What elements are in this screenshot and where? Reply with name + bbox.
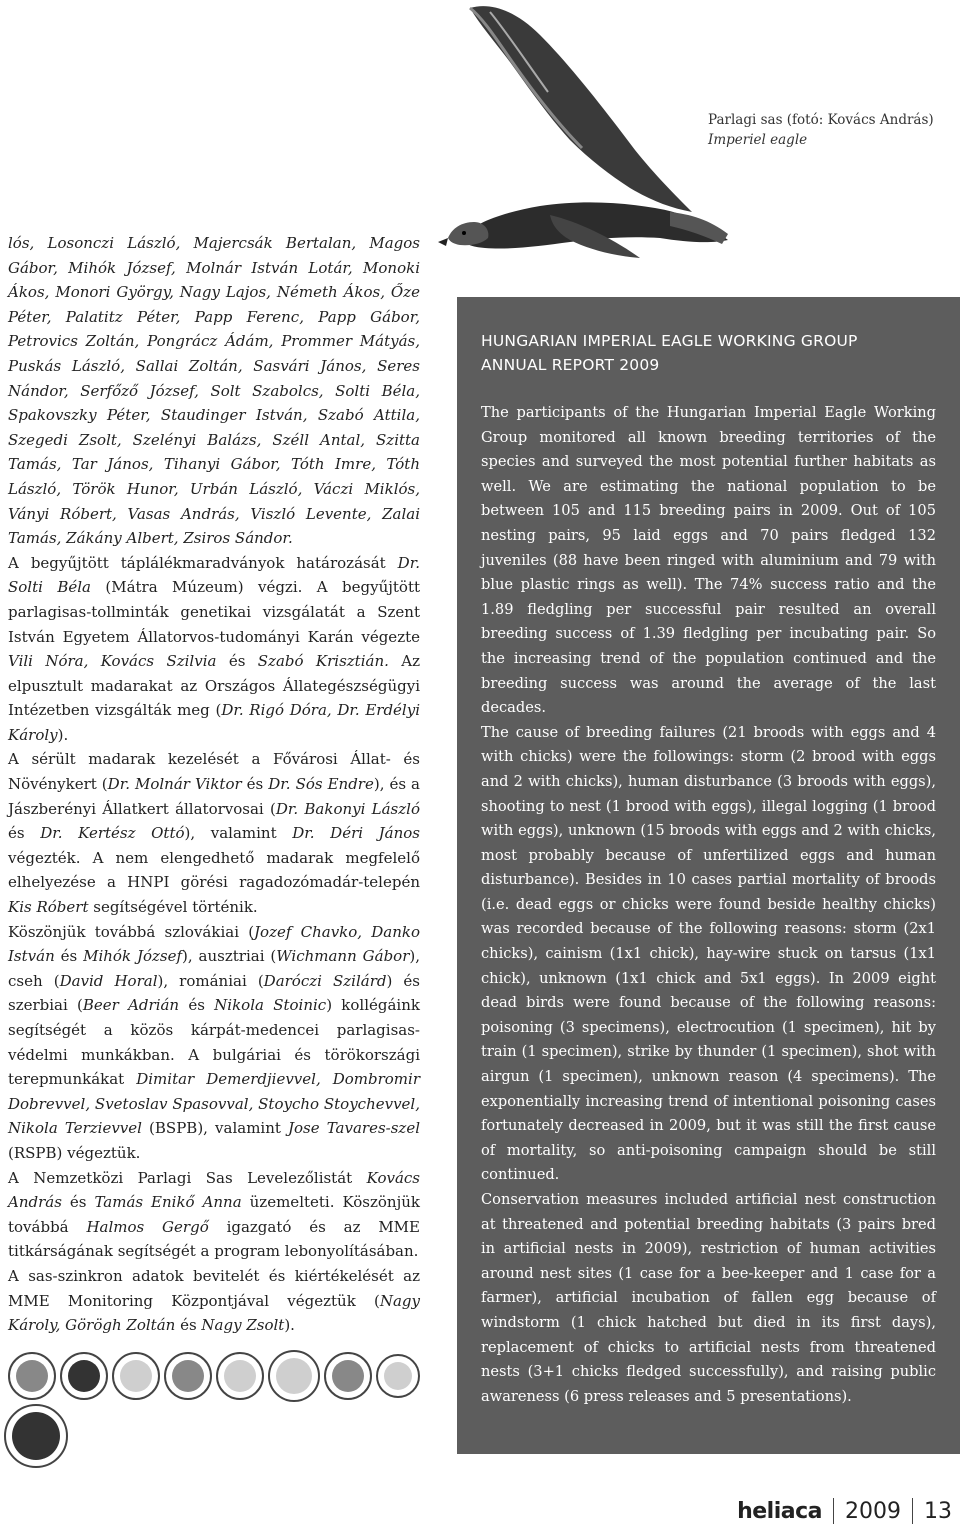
- english-summary-box: [457, 297, 960, 1454]
- partner-logo-icon: [8, 1352, 56, 1400]
- magazine-name: heliaca: [737, 1498, 822, 1524]
- partner-logo-icon: [216, 1352, 264, 1400]
- partner-logo-icon: [376, 1354, 420, 1398]
- partner-logo-icon: [268, 1350, 320, 1402]
- issue-year: 2009: [845, 1498, 901, 1524]
- hungarian-column: [8, 231, 420, 1338]
- paragraph-injured-birds: A sérült madarak kezelését a Fővárosi Állat- és Növénykert (Dr. Molnár Viktor és Dr. Sós Endre), és a Jászberényi Állatkert állatorvosai (Dr. Bakonyi László és Dr. Kertész Ottó), valamint Dr. Déri János végezték. A nem elengedhető madarak megfelelő elhelyezése a HNPI görési ragadozómadár-telepén Kis Róbert segítségével történik.: [8, 750, 421, 917]
- footer-divider: [833, 1498, 834, 1524]
- partner-logo-icon: [4, 1404, 68, 1468]
- page-number: 13: [924, 1498, 952, 1524]
- english-paragraph-population: The participants of the Hungarian Imperial Eagle Working Group monitored all known breeding territories of the species and surveyed the most potential further habitats as well. We are estimating the national population to be between 105 and 115 breeding pairs in 2009. Out of 105 nesting pairs, 95 laid eggs and 70 pairs fledged 132 juveniles (88 have been ringed with aluminium and 79 with blue plastic rings as well). The 74% success ratio and the 1.89 fledgling per successful pair resulted an overall breeding success of 1.39 fledgling per incubating pair. So the increasing trend of the population continued and the breeding success was around the average of the last decades.: [481, 404, 936, 717]
- partner-logo-icon: [324, 1352, 372, 1400]
- english-body: [481, 401, 936, 1409]
- partner-logo-icon: [112, 1352, 160, 1400]
- paragraph-thanks-international: Köszönjük továbbá szlovákiai (Jozef Chavko, Danko István és Mihók József), ausztriai (Wichmann Gábor), cseh (David Horal), romániai (Daróczi Szilárd) és szerbiai (Beer Adrián és Nikola Stoinic) kollégáink segítségét a közös kárpát-medencei parlagisas-védelmi munkákban. A bulgáriai és törökországi terepmunkákat Dimitar Demerdjievvel, Dombromir Dobrevvel, Svetoslav Spasovval, Stoycho Stoychevvel, Nikola Terzievvel (BSPB), valamint Jose Tavares-szel (RSPB) végeztük.: [8, 922, 421, 1162]
- english-title: HUNGARIAN IMPERIAL EAGLE WORKING GROUP ANNUAL REPORT 2009: [481, 332, 858, 374]
- english-paragraph-failures: The cause of breeding failures (21 broods with eggs and 4 with chicks) were the followings: storm (2 brood with eggs and 2 with chicks), human disturbance (3 broods with eggs), shooting to nest (1 brood with eggs), illegal logging (1 brood with eggs), unknown (15 broods with eggs and 2 with chicks, most probably because of unfertilized eggs and human disturbance). Besides in 10 cases partial mortality of broods (i.e. dead eggs or chicks were found beside healthy chicks) was recorded because of the following reasons: storm (2x1 chicks), cainism (1x1 chick), hay-wire stuck on tarsus (1x1 chick), unknown (1x1 chick and 5x1 eggs). In 2009 eight dead birds were found because of the following reasons: poisoning (3 specimens), electrocution (1 specimen), hit by train (1 specimen), strike by thunder (1 specimen), shot with airgun (1 specimen), unknown reason (4 specimens). The exponentially increasing trend of intentional poisoning cases fortunately decreased in 2009, but it was still the first cause of mortality, so anti-poisoning campaign should be still continued.: [481, 723, 936, 1184]
- imperial-eagle-photo: [430, 0, 730, 262]
- paragraph-identification: A begyűjtött táplálékmaradványok határozását Dr. Solti Béla (Mátra Múzeum) végzi. A begyűjtött parlagisas-tollminták genetikai vizsgálatát a Szent István Egyetem Állatorvos-tudományi Karán végezte Vili Nóra, Kovács Szilvia és Szabó Krisztián. Az elpusztult madarakat az Országos Állategészségügyi Intézetben vizsgálták meg (Dr. Rigó Dóra, Dr. Erdélyi Károly).: [8, 553, 420, 744]
- participant-names: lós, Losonczi László, Majercsák Bertalan, Magos Gábor, Mihók József, Molnár István Lotár, Monoki Ákos, Monori György, Nagy Lajos, Németh Ákos, Őze Péter, Palatitz Péter, Papp Ferenc, Papp Gábor, Petrovics Zoltán, Pongrácz Ádám, Prommer Mátyás, Puskás László, Sallai Zoltán, Sasvári János, Seres Nándor, Serfőző József, Solt Szabolcs, Solti Béla, Spakovszky Péter, Staudinger István, Szabó Attila, Szegedi Zsolt, Szelényi Balázs, Széll Antal, Szitta Tamás, Tar János, Tihanyi Gábor, Tóth Imre, Tóth László, Török Hunor, Urbán László, Váczi Miklós, Ványi Róbert, Vasas András, Viszló Levente, Zalai Tamás, Zákány Albert, Zsiros Sándor.: [8, 234, 420, 548]
- partner-logos: [0, 1340, 450, 1500]
- partner-logo-icon: [164, 1352, 212, 1400]
- caption-en: Imperiel eagle: [708, 132, 808, 148]
- paragraph-data-entry: A sas-szinkron adatok bevitelét és kiértékelését az MME Monitoring Központjával végeztük (Nagy Károly, Görögh Zoltán és Nagy Zsolt).: [8, 1266, 420, 1335]
- page-footer: [737, 1498, 952, 1524]
- paragraph-mailing-list: A Nemzetközi Parlagi Sas Levelezőlistát Kovács András és Tamás Enikő Anna üzemelteti. Köszönjük továbbá Halmos Gergő igazgató és az MME titkárságának segítségét a program lebonyolításában.: [8, 1168, 420, 1261]
- partner-logo-icon: [60, 1352, 108, 1400]
- english-paragraph-conservation: Conservation measures included artificial nest construction at threatened and potential breeding habitats (3 pairs bred in artificial nests in 2009), restriction of human activities around nest sites (1 case for a bee-keeper and 1 case for a farmer), artificial incubation of fallen egg because of windstorm (1 chick hatched but died in its first days), replacement of chicks to artificial nests from threatened nests (3+1 chicks fledged successfully), and raising public awareness (6 press releases and 5 presentations).: [481, 1191, 936, 1405]
- photo-caption: [708, 110, 934, 150]
- footer-divider: [912, 1498, 913, 1524]
- caption-hu: Parlagi sas (fotó: Kovács András): [708, 112, 934, 128]
